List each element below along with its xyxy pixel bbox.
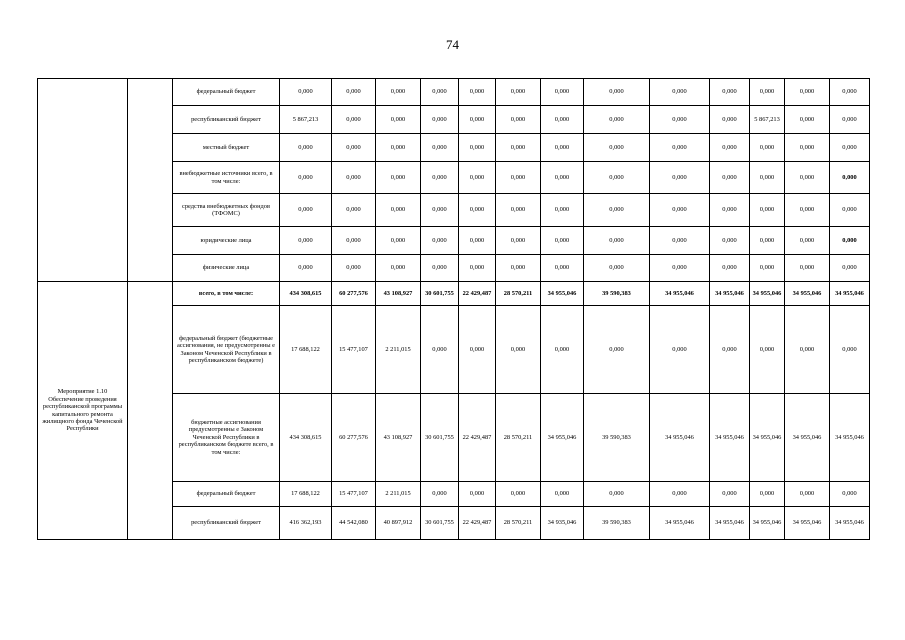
value-cell: 0,000: [584, 482, 650, 507]
value-cell: 39 590,383: [584, 282, 650, 306]
source-label: федеральный бюджет (бюджетные ассигнования, не предусмотренны е Законом Чеченской Республики в республиканском бюджете): [173, 306, 280, 394]
value-cell: 0,000: [459, 255, 496, 282]
value-cell: 0,000: [496, 134, 541, 162]
value-cell: 0,000: [750, 227, 785, 255]
value-cell: 0,000: [421, 79, 459, 106]
value-cell: 39 590,383: [584, 507, 650, 540]
source-label: республиканский бюджет: [173, 106, 280, 134]
value-cell: 0,000: [650, 255, 710, 282]
value-cell: 0,000: [376, 79, 421, 106]
value-cell: 0,000: [496, 306, 541, 394]
value-cell: 39 590,383: [584, 394, 650, 482]
source-label: средства внебюджетных фондов (ТФОМС): [173, 194, 280, 227]
value-cell: 0,000: [376, 227, 421, 255]
source-label: федеральный бюджет: [173, 79, 280, 106]
value-cell: 0,000: [421, 106, 459, 134]
value-cell: 0,000: [785, 106, 830, 134]
value-cell: 434 308,615: [280, 282, 332, 306]
value-cell: 34 955,046: [785, 507, 830, 540]
value-cell: 0,000: [421, 134, 459, 162]
value-cell: 0,000: [541, 194, 584, 227]
executor-cell-empty: [128, 79, 173, 282]
value-cell: 0,000: [541, 227, 584, 255]
value-cell: 60 277,576: [332, 394, 376, 482]
value-cell: 0,000: [750, 306, 785, 394]
table-row: [38, 282, 870, 306]
value-cell: 0,000: [830, 79, 870, 106]
source-label: республиканский бюджет: [173, 507, 280, 540]
value-cell: 0,000: [584, 255, 650, 282]
value-cell: 34 935,046: [541, 507, 584, 540]
value-cell: 0,000: [710, 134, 750, 162]
value-cell: 0,000: [750, 194, 785, 227]
value-cell: 34 955,046: [650, 507, 710, 540]
value-cell: 0,000: [332, 134, 376, 162]
value-cell: 28 570,211: [496, 282, 541, 306]
value-cell: 0,000: [785, 255, 830, 282]
value-cell: 34 955,046: [750, 507, 785, 540]
table-row: [38, 79, 870, 106]
value-cell: 15 477,107: [332, 482, 376, 507]
measure-cell: Мероприятие 1.10 Обеспечение проведения республиканской программы капитального ремонта жилищного фонда Чеченской Республики: [38, 282, 128, 540]
value-cell: 0,000: [541, 255, 584, 282]
value-cell: 0,000: [541, 134, 584, 162]
value-cell: 0,000: [650, 482, 710, 507]
value-cell: 0,000: [280, 134, 332, 162]
value-cell: 0,000: [421, 194, 459, 227]
value-cell: 0,000: [376, 106, 421, 134]
value-cell: 34 955,046: [750, 282, 785, 306]
value-cell: 0,000: [785, 306, 830, 394]
value-cell: 0,000: [830, 134, 870, 162]
source-label: юридические лица: [173, 227, 280, 255]
value-cell: 43 108,927: [376, 282, 421, 306]
value-cell: 0,000: [496, 194, 541, 227]
value-cell: 0,000: [280, 194, 332, 227]
value-cell: 0,000: [496, 79, 541, 106]
source-label: внебюджетные источники всего, в том числе:: [173, 162, 280, 194]
value-cell: 0,000: [650, 306, 710, 394]
value-cell: 0,000: [584, 79, 650, 106]
value-cell: 0,000: [421, 255, 459, 282]
value-cell: 44 542,080: [332, 507, 376, 540]
value-cell: 0,000: [750, 79, 785, 106]
value-cell: 5 867,213: [280, 106, 332, 134]
value-cell: 0,000: [421, 306, 459, 394]
value-cell: 34 955,046: [785, 282, 830, 306]
value-cell: 34 955,046: [830, 507, 870, 540]
value-cell: 0,000: [584, 306, 650, 394]
value-cell: 0,000: [280, 227, 332, 255]
value-cell: 0,000: [830, 482, 870, 507]
value-cell: 60 277,576: [332, 282, 376, 306]
value-cell: 0,000: [376, 162, 421, 194]
value-cell: 0,000: [541, 106, 584, 134]
value-cell: 0,000: [750, 482, 785, 507]
value-cell: 0,000: [785, 162, 830, 194]
value-cell: 0,000: [376, 194, 421, 227]
value-cell: 0,000: [332, 255, 376, 282]
value-cell: 28 570,211: [496, 394, 541, 482]
value-cell: 0,000: [830, 255, 870, 282]
value-cell: 0,000: [710, 306, 750, 394]
budget-table: [37, 78, 870, 540]
value-cell: 0,000: [830, 194, 870, 227]
value-cell: 0,000: [332, 227, 376, 255]
value-cell: 0,000: [459, 162, 496, 194]
value-cell: 0,000: [541, 79, 584, 106]
value-cell: 2 211,015: [376, 482, 421, 507]
value-cell: 0,000: [785, 134, 830, 162]
value-cell: 0,000: [280, 79, 332, 106]
value-cell: 0,000: [332, 106, 376, 134]
value-cell: 0,000: [650, 79, 710, 106]
value-cell: 0,000: [710, 79, 750, 106]
value-cell: 0,000: [332, 162, 376, 194]
source-label: федеральный бюджет: [173, 482, 280, 507]
value-cell: 0,000: [332, 194, 376, 227]
source-label: физические лица: [173, 255, 280, 282]
value-cell: 0,000: [650, 194, 710, 227]
value-cell: 0,000: [710, 482, 750, 507]
value-cell: 34 955,046: [650, 282, 710, 306]
value-cell: 0,000: [785, 482, 830, 507]
value-cell: 0,000: [584, 106, 650, 134]
value-cell: 0,000: [541, 162, 584, 194]
value-cell: 0,000: [459, 194, 496, 227]
value-cell: 0,000: [785, 194, 830, 227]
value-cell: 34 955,046: [541, 282, 584, 306]
value-cell: 0,000: [584, 134, 650, 162]
value-cell: 0,000: [280, 162, 332, 194]
value-cell: 0,000: [459, 106, 496, 134]
value-cell: 5 867,213: [750, 106, 785, 134]
value-cell: 0,000: [710, 255, 750, 282]
value-cell: 22 429,487: [459, 282, 496, 306]
value-cell: 434 308,615: [280, 394, 332, 482]
value-cell: 0,000: [376, 134, 421, 162]
value-cell: 0,000: [750, 255, 785, 282]
value-cell: 22 429,487: [459, 507, 496, 540]
value-cell: 0,000: [496, 255, 541, 282]
value-cell: 416 362,193: [280, 507, 332, 540]
value-cell: 0,000: [710, 194, 750, 227]
value-cell: 0,000: [421, 162, 459, 194]
value-cell: 0,000: [650, 134, 710, 162]
page-number: 74: [446, 37, 459, 52]
value-cell: 0,000: [459, 134, 496, 162]
value-cell: 34 955,046: [830, 394, 870, 482]
executor-cell-empty: [128, 282, 173, 540]
value-cell: 30 601,755: [421, 282, 459, 306]
value-cell: 0,000: [750, 162, 785, 194]
source-label: всего, в том числе:: [173, 282, 280, 306]
value-cell: 0,000: [496, 162, 541, 194]
value-cell: 0,000: [710, 162, 750, 194]
value-cell: 34 955,046: [710, 394, 750, 482]
value-cell: 0,000: [584, 227, 650, 255]
value-cell: 0,000: [830, 162, 870, 194]
value-cell: 22 429,487: [459, 394, 496, 482]
value-cell: 34 955,046: [750, 394, 785, 482]
value-cell: 0,000: [496, 227, 541, 255]
value-cell: 0,000: [541, 306, 584, 394]
value-cell: 28 570,211: [496, 507, 541, 540]
value-cell: 34 955,046: [650, 394, 710, 482]
value-cell: 0,000: [650, 162, 710, 194]
value-cell: 0,000: [541, 482, 584, 507]
value-cell: 0,000: [830, 227, 870, 255]
value-cell: 17 688,122: [280, 306, 332, 394]
value-cell: 34 955,046: [710, 507, 750, 540]
value-cell: 0,000: [459, 482, 496, 507]
value-cell: 0,000: [421, 227, 459, 255]
value-cell: 30 601,755: [421, 394, 459, 482]
value-cell: 30 601,755: [421, 507, 459, 540]
value-cell: 0,000: [750, 134, 785, 162]
value-cell: 0,000: [710, 227, 750, 255]
value-cell: 0,000: [584, 162, 650, 194]
value-cell: 34 955,046: [710, 282, 750, 306]
value-cell: 0,000: [496, 482, 541, 507]
value-cell: 0,000: [785, 79, 830, 106]
value-cell: 0,000: [830, 106, 870, 134]
value-cell: 43 108,927: [376, 394, 421, 482]
value-cell: 0,000: [459, 79, 496, 106]
value-cell: 34 955,046: [541, 394, 584, 482]
value-cell: 0,000: [376, 255, 421, 282]
value-cell: 17 688,122: [280, 482, 332, 507]
value-cell: 0,000: [710, 106, 750, 134]
value-cell: 0,000: [650, 227, 710, 255]
value-cell: 0,000: [496, 106, 541, 134]
value-cell: 0,000: [584, 194, 650, 227]
source-label: местный бюджет: [173, 134, 280, 162]
source-label: бюджетные ассигнования предусмотренны е Законом Чеченской Республики в республиканском бюджете всего, в том числе:: [173, 394, 280, 482]
value-cell: 0,000: [785, 227, 830, 255]
value-cell: 0,000: [650, 106, 710, 134]
value-cell: 0,000: [421, 482, 459, 507]
measure-cell-empty: [38, 79, 128, 282]
value-cell: 0,000: [332, 79, 376, 106]
value-cell: 34 955,046: [830, 282, 870, 306]
value-cell: 0,000: [280, 255, 332, 282]
value-cell: 0,000: [459, 306, 496, 394]
value-cell: 15 477,107: [332, 306, 376, 394]
value-cell: 40 897,912: [376, 507, 421, 540]
value-cell: 2 211,015: [376, 306, 421, 394]
value-cell: 34 955,046: [785, 394, 830, 482]
value-cell: 0,000: [459, 227, 496, 255]
value-cell: 0,000: [830, 306, 870, 394]
